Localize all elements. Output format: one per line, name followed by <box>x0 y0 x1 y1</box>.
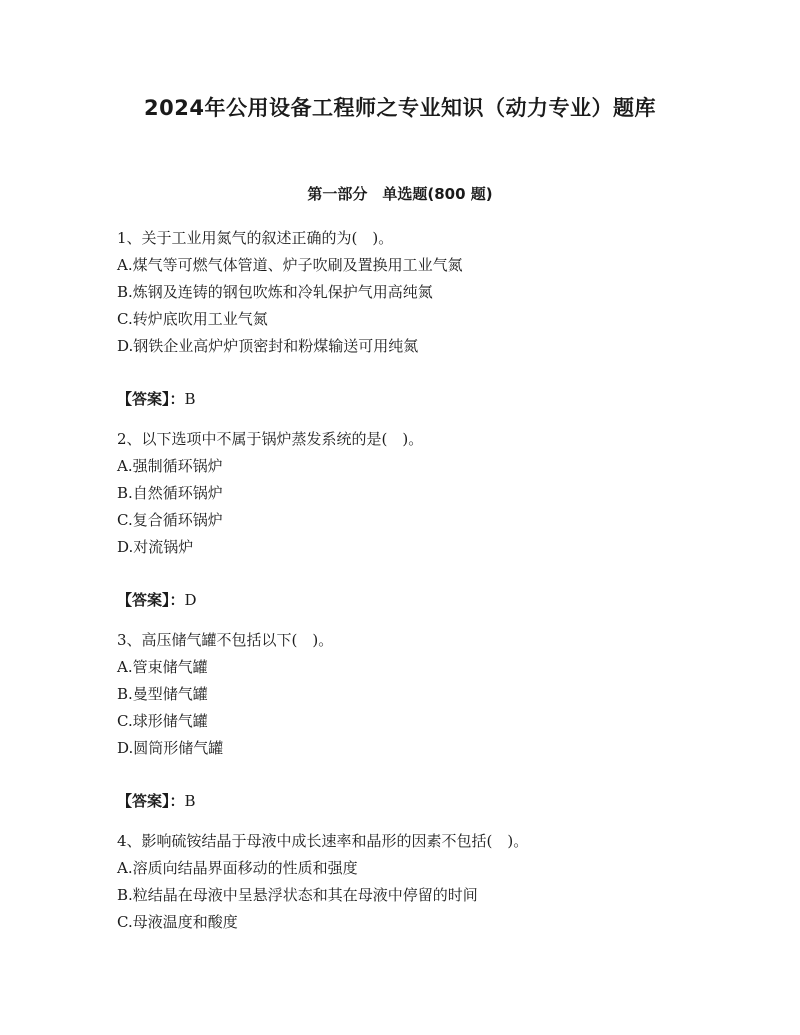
option-a: A.溶质向结晶界面移动的性质和强度 <box>117 859 358 877</box>
answer-1 <box>117 386 717 413</box>
option-d: D.钢铁企业高炉炉顶密封和粉煤输送可用纯氮 <box>117 337 419 355</box>
question-stem: 4、影响硫铵结晶于母液中成长速率和晶形的因素不包括( )。 <box>117 832 529 850</box>
option-a: A.强制循环锅炉 <box>117 457 223 475</box>
answer-label: 【答案】： <box>117 390 185 408</box>
question-3 <box>117 627 717 762</box>
answer-label: 【答案】： <box>117 591 185 609</box>
section-title: 第一部分 单选题(800 题) <box>307 185 493 203</box>
question-list <box>117 225 717 936</box>
option-a: A.煤气等可燃气体管道、炉子吹刷及置换用工业气氮 <box>117 256 463 274</box>
option-c: C.球形储气罐 <box>117 712 208 730</box>
answer-value: D <box>184 591 197 609</box>
answer-label: 【答案】： <box>117 792 185 810</box>
answer-value: B <box>184 792 196 810</box>
question-stem: 3、高压储气罐不包括以下( )。 <box>117 631 334 649</box>
answer-value: B <box>184 390 196 408</box>
question-1 <box>117 225 717 360</box>
option-c: C.母液温度和酸度 <box>117 913 238 931</box>
option-a: A.管束储气罐 <box>117 658 208 676</box>
option-b: B.炼钢及连铸的钢包吹炼和冷轧保护气用高纯氮 <box>117 283 433 301</box>
question-stem: 2、以下选项中不属于锅炉蒸发系统的是( )。 <box>117 430 424 448</box>
answer-3 <box>117 788 717 815</box>
option-b: B.自然循环锅炉 <box>117 484 223 502</box>
option-c: C.复合循环锅炉 <box>117 511 223 529</box>
question-stem: 1、关于工业用氮气的叙述正确的为( )。 <box>117 229 394 247</box>
page-title: 2024年公用设备工程师之专业知识（动力专业）题库 <box>144 96 656 120</box>
question-2 <box>117 426 717 561</box>
option-d: D.圆筒形储气罐 <box>117 739 224 757</box>
option-d: D.对流锅炉 <box>117 538 194 556</box>
option-b: B.粒结晶在母液中呈悬浮状态和其在母液中停留的时间 <box>117 886 478 904</box>
answer-2 <box>117 587 717 614</box>
question-4 <box>117 828 717 936</box>
option-b: B.曼型储气罐 <box>117 685 208 703</box>
option-c: C.转炉底吹用工业气氮 <box>117 310 268 328</box>
